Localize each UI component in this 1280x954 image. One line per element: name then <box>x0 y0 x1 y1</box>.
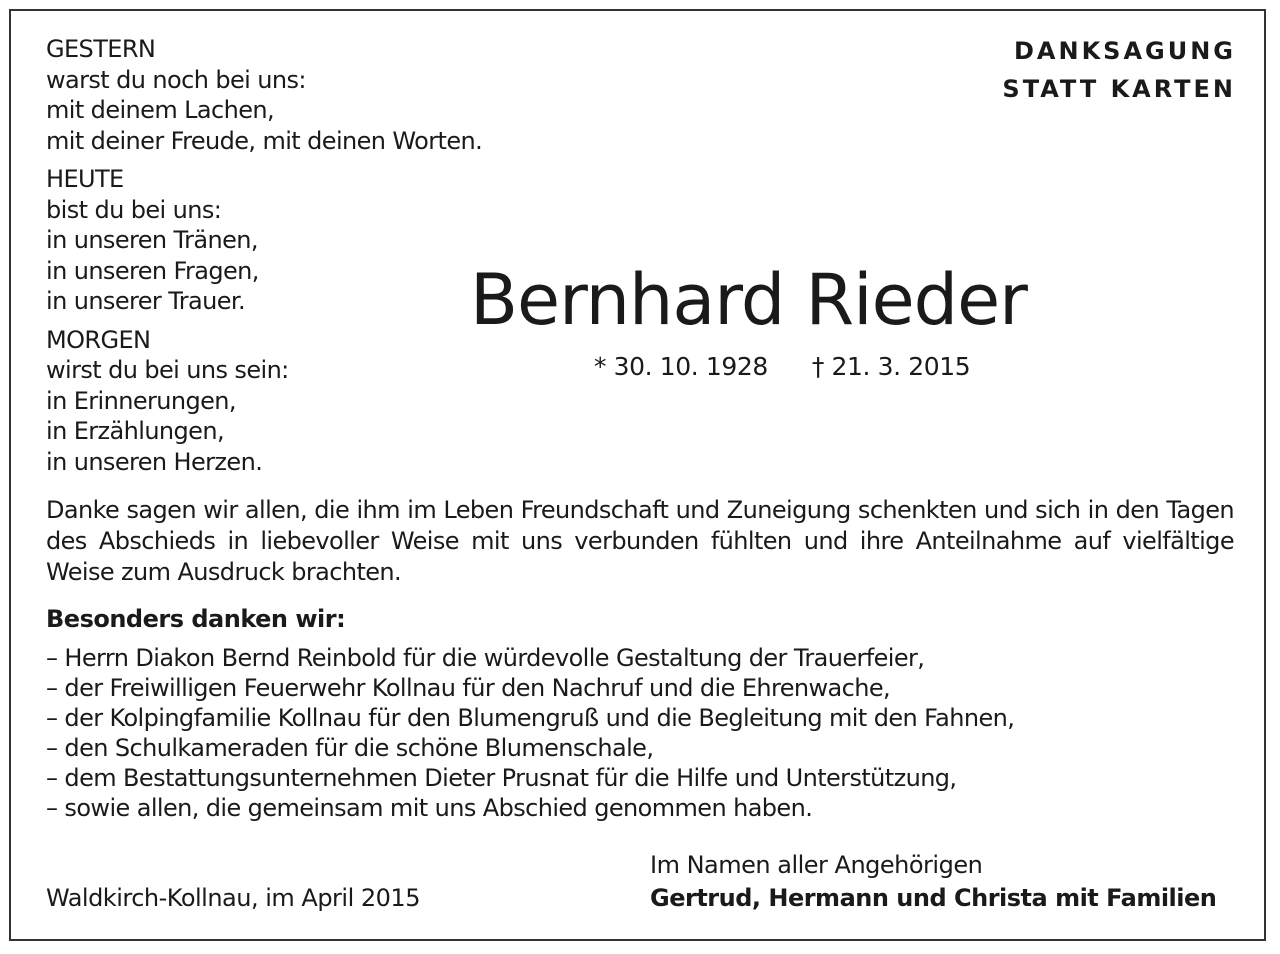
special-thanks-list <box>46 643 1014 823</box>
poem-stanza-yesterday <box>46 34 482 156</box>
signature-names: Gertrud, Hermann und Christa mit Familien <box>650 884 1217 912</box>
poem-line: in Erzählungen, <box>46 417 224 445</box>
death-date: † 21. 3. 2015 <box>811 352 971 381</box>
poem-line: in unseren Tränen, <box>46 226 258 254</box>
poem-line: bist du bei uns: <box>46 195 222 224</box>
list-item: – der Freiwilligen Feuerwehr Kollnau für den Nachruf und die Ehrenwache, <box>46 674 891 702</box>
poem-line: in unserer Trauer. <box>46 287 245 315</box>
poem-line: GESTERN <box>46 35 156 63</box>
list-item: – der Kolpingfamilie Kollnau für den Blumengruß und die Begleitung mit den Fahnen, <box>46 704 1015 732</box>
poem-line: in Erinnerungen, <box>46 386 236 415</box>
poem-line: in unseren Fragen, <box>46 256 259 285</box>
deceased-name: Bernhard Rieder <box>470 259 1027 341</box>
poem-line: in unseren Herzen. <box>46 447 263 476</box>
list-item: – dem Bestattungsunternehmen Dieter Prusnat für die Hilfe und Unterstützung, <box>46 764 957 792</box>
notice-heading <box>1002 32 1236 108</box>
poem <box>46 34 482 485</box>
poem-line: warst du noch bei uns: <box>46 65 306 94</box>
signature-intro: Im Namen aller Angehörigen <box>650 851 983 879</box>
poem-line: mit deinem Lachen, <box>46 96 275 124</box>
poem-stanza-today <box>46 164 482 317</box>
heading-line-2: STATT KARTEN <box>1002 75 1236 103</box>
poem-line: wirst du bei uns sein: <box>46 356 289 384</box>
list-item: – den Schulkameraden für die schöne Blumenschale, <box>46 734 654 762</box>
poem-stanza-tomorrow <box>46 325 482 478</box>
place-date: Waldkirch-Kollnau, im April 2015 <box>46 884 420 912</box>
thanks-paragraph: Danke sagen wir allen, die ihm im Leben Freundschaft und Zuneigung schenkten und sich in den Tagen des Abschieds in liebevoller Weise mit uns verbunden fühlten und ihre Anteilnahme auf vielfältige Weise zum Ausdruck brachten. <box>46 496 1234 586</box>
list-item: – Herrn Diakon Bernd Reinbold für die würdevolle Gestaltung der Trauerfeier, <box>46 644 925 672</box>
life-dates <box>594 350 970 384</box>
poem-line: HEUTE <box>46 165 124 193</box>
special-thanks-heading: Besonders danken wir: <box>46 605 346 633</box>
birth-date: * 30. 10. 1928 <box>594 352 768 381</box>
poem-line: MORGEN <box>46 325 151 354</box>
signature <box>650 849 1216 915</box>
poem-line: mit deiner Freude, mit deinen Worten. <box>46 126 483 155</box>
list-item: – sowie allen, die gemeinsam mit uns Abschied genommen haben. <box>46 794 813 822</box>
heading-line-1: DANKSAGUNG <box>1013 37 1236 65</box>
